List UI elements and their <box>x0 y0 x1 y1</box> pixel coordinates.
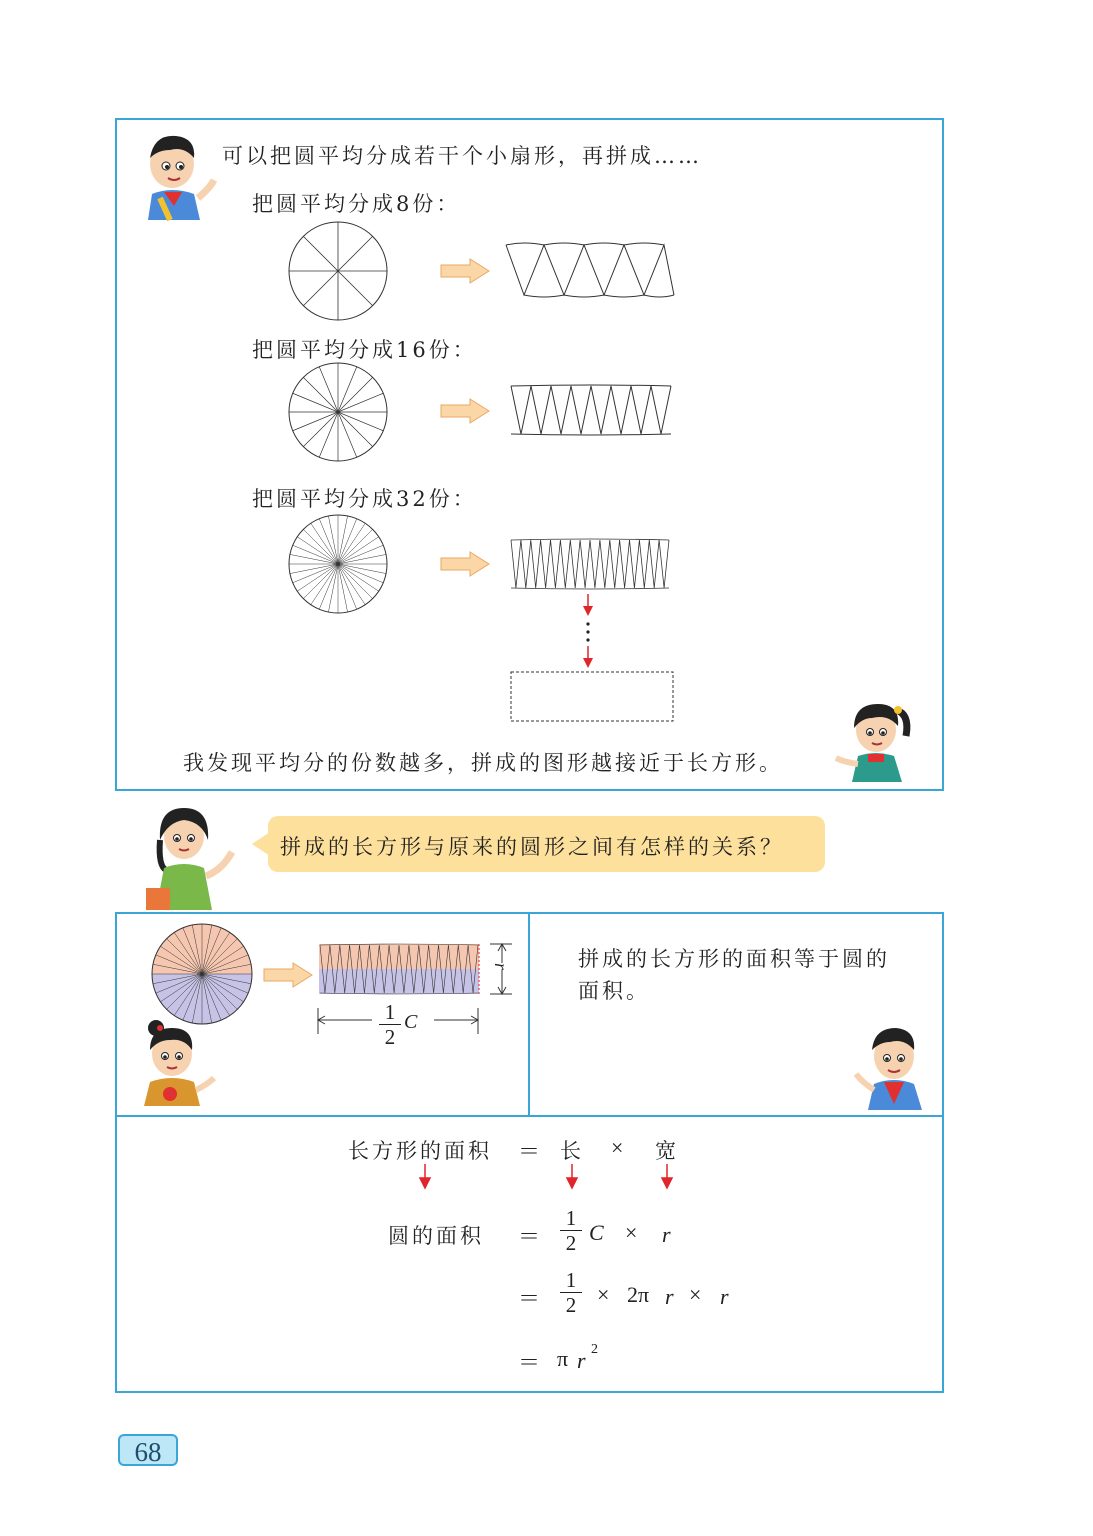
boy-pointing-character-icon <box>850 1020 934 1110</box>
r-dimension-label: r <box>491 962 512 971</box>
fraction-half-2: 1 2 <box>558 1268 584 1317</box>
rearranged-8 <box>502 240 678 302</box>
girl-character-icon <box>832 696 914 782</box>
label-8-parts: 把圆平均分成8份： <box>252 192 461 216</box>
label-32-parts: 把圆平均分成32份： <box>252 487 477 511</box>
times-2: × <box>625 1220 638 1245</box>
teacher-question: 拼成的长方形与原来的圆形之间有怎样的关系？ <box>280 835 784 859</box>
equals-3: ＝ <box>518 1286 541 1311</box>
area-statement-cont: 面积。 <box>578 979 650 1003</box>
down-arrows-ellipsis <box>578 592 598 672</box>
conclusion-text: 我发现平均分的份数越多，拼成的图形越接近于长方形。 <box>183 751 783 775</box>
right-arrow-8 <box>440 258 490 284</box>
square-superscript: 2 <box>591 1342 598 1357</box>
page-number: 68 <box>118 1434 178 1466</box>
label-16-parts: 把圆平均分成16份： <box>252 338 477 362</box>
teacher-character-icon <box>142 796 246 910</box>
pi-symbol: π <box>557 1346 569 1371</box>
circle-area-label: 圆的面积 <box>388 1224 484 1248</box>
right-arrow-colored <box>263 962 313 988</box>
c-label: C <box>404 1011 418 1033</box>
c-variable: C <box>589 1220 604 1245</box>
r-variable-4: r <box>577 1348 586 1373</box>
r-variable-2: r <box>665 1284 674 1309</box>
boy-character-icon <box>140 128 220 220</box>
two-pi: 2π <box>627 1282 650 1307</box>
rect-area-label: 长方形的面积 <box>348 1139 492 1163</box>
times-1: × <box>611 1135 624 1160</box>
circle-16-parts <box>287 361 389 463</box>
intro-text: 可以把圆平均分成若干个小扇形，再拼成…… <box>222 144 702 168</box>
rearranged-32 <box>507 538 675 590</box>
dashed-rectangle <box>510 671 676 723</box>
fraction-half-1: 1 2 <box>558 1206 584 1255</box>
colored-circle-32 <box>150 922 254 1026</box>
girl-bun-character-icon <box>134 1018 218 1106</box>
equals-1: ＝ <box>518 1139 541 1164</box>
area-statement: 拼成的长方形的面积等于圆的 <box>578 947 890 971</box>
circle-8-parts <box>287 220 389 322</box>
right-arrow-32 <box>440 551 490 577</box>
equals-2: ＝ <box>518 1224 541 1249</box>
vertical-divider <box>528 912 530 1117</box>
mapping-arrows <box>410 1162 680 1192</box>
length-label: 长 <box>560 1139 584 1163</box>
times-4: × <box>689 1282 702 1307</box>
r-variable-1: r <box>662 1222 671 1247</box>
times-3: × <box>597 1282 610 1307</box>
half-fraction-label: 1 2 <box>377 1000 403 1049</box>
horizontal-divider <box>115 1115 944 1117</box>
equals-4: ＝ <box>518 1350 541 1375</box>
rearranged-16 <box>507 384 675 436</box>
r-variable-3: r <box>720 1284 729 1309</box>
colored-rectangle <box>318 943 482 997</box>
circle-32-parts <box>287 513 389 615</box>
right-arrow-16 <box>440 398 490 424</box>
width-label: 宽 <box>655 1139 679 1163</box>
